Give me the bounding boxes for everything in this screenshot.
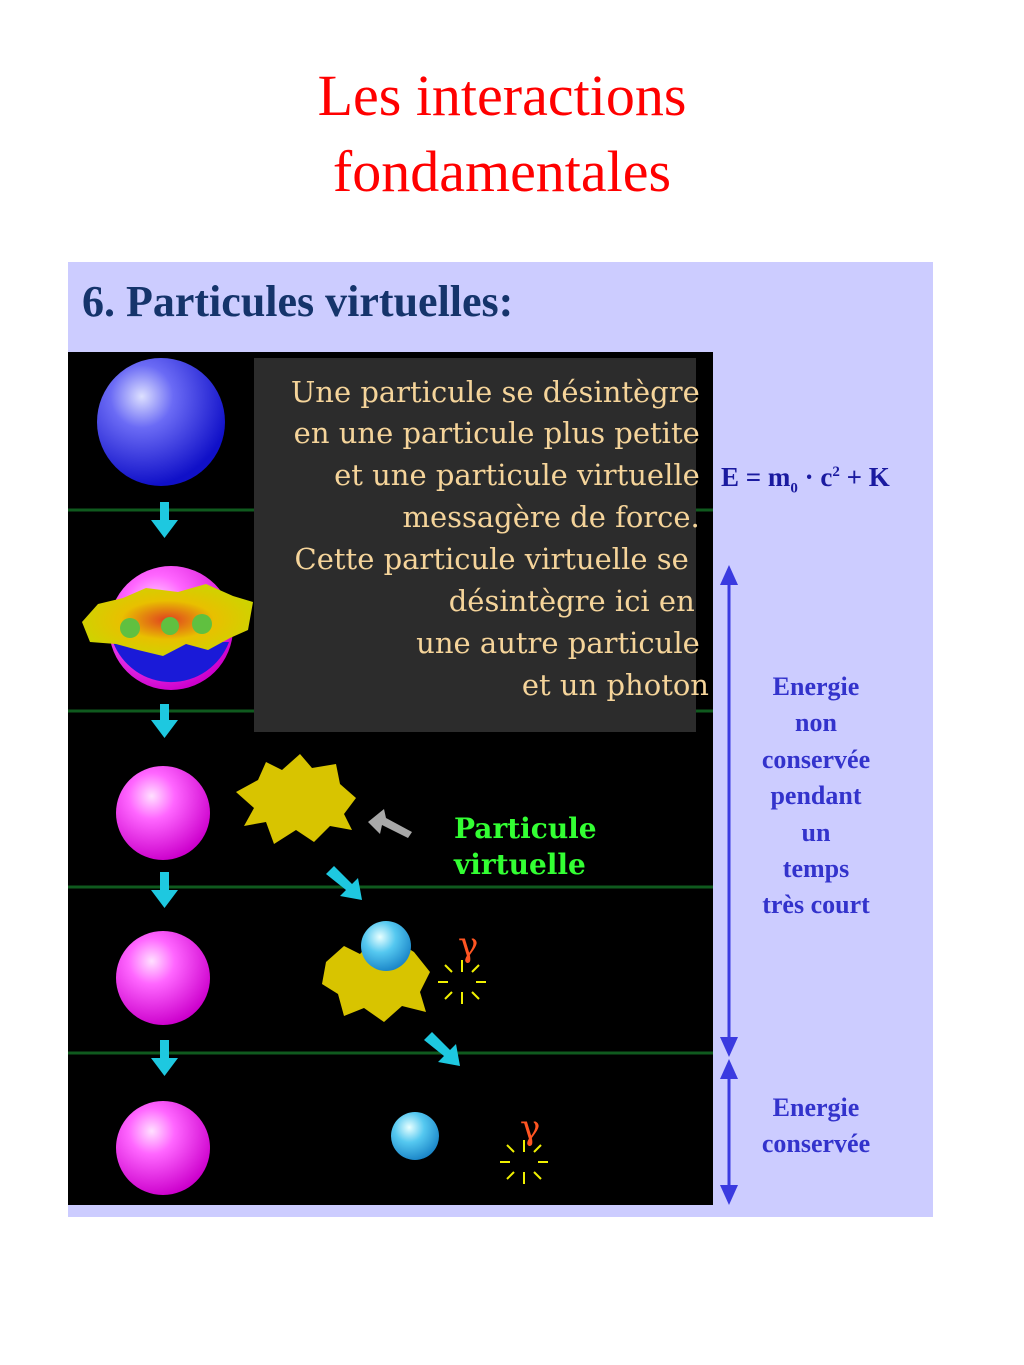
- note-line: conservée: [761, 1129, 871, 1159]
- daughter-particle: [116, 1101, 210, 1195]
- parent-particle: [97, 358, 225, 486]
- particle-decay-illustration: [68, 352, 713, 1205]
- slide-title-line-2: fondamentales: [332, 139, 672, 204]
- caption-line: et un photon: [521, 668, 709, 702]
- note-line: pendant: [770, 781, 862, 811]
- caption-line: Une particule se désintègre: [290, 375, 700, 409]
- light-particle: [361, 921, 411, 971]
- photon-symbol: γ: [520, 1108, 541, 1148]
- equation-dot: · c: [797, 462, 833, 492]
- conserved-energy-note: [736, 1090, 896, 1163]
- note-line: non: [795, 708, 837, 738]
- note-line: conservée: [761, 744, 871, 774]
- equation-rhs: + K: [839, 462, 890, 492]
- cloud-blob: [120, 618, 140, 638]
- light-particle: [391, 1112, 439, 1160]
- caption-line: messagère de force.: [402, 500, 700, 534]
- virtual-particle-label-line-2: virtuelle: [454, 848, 586, 881]
- non-conserved-energy-note: [736, 669, 896, 924]
- energy-equation: [721, 462, 890, 497]
- equation-mass-subscript: 0: [790, 480, 798, 497]
- caption-line: une autre particule: [416, 626, 700, 660]
- note-line: très court: [762, 890, 870, 920]
- equation-lhs: E = m: [721, 462, 791, 492]
- caption-line: Cette particule virtuelle se: [294, 542, 689, 576]
- note-line: Energie: [772, 672, 860, 701]
- photon-symbol: γ: [458, 925, 479, 965]
- section-heading: 6. Particules virtuelles:: [82, 277, 514, 326]
- cloud-blob: [192, 614, 212, 634]
- slide-title-line-1: Les interactions: [317, 63, 687, 128]
- cloud-blob: [161, 617, 179, 635]
- daughter-particle: [116, 766, 210, 860]
- equation-power: 2: [832, 464, 840, 480]
- virtual-particle-label-line-1: Particule: [454, 812, 597, 845]
- caption-line: en une particule plus petite: [293, 416, 700, 450]
- note-line: Energie: [772, 1093, 860, 1122]
- caption-line: désintègre ici en: [448, 584, 695, 618]
- note-line: un: [801, 817, 831, 847]
- caption-line: et une particule virtuelle: [334, 458, 700, 492]
- daughter-particle: [116, 931, 210, 1025]
- slide-title: [0, 58, 1004, 210]
- note-line: temps: [782, 854, 850, 884]
